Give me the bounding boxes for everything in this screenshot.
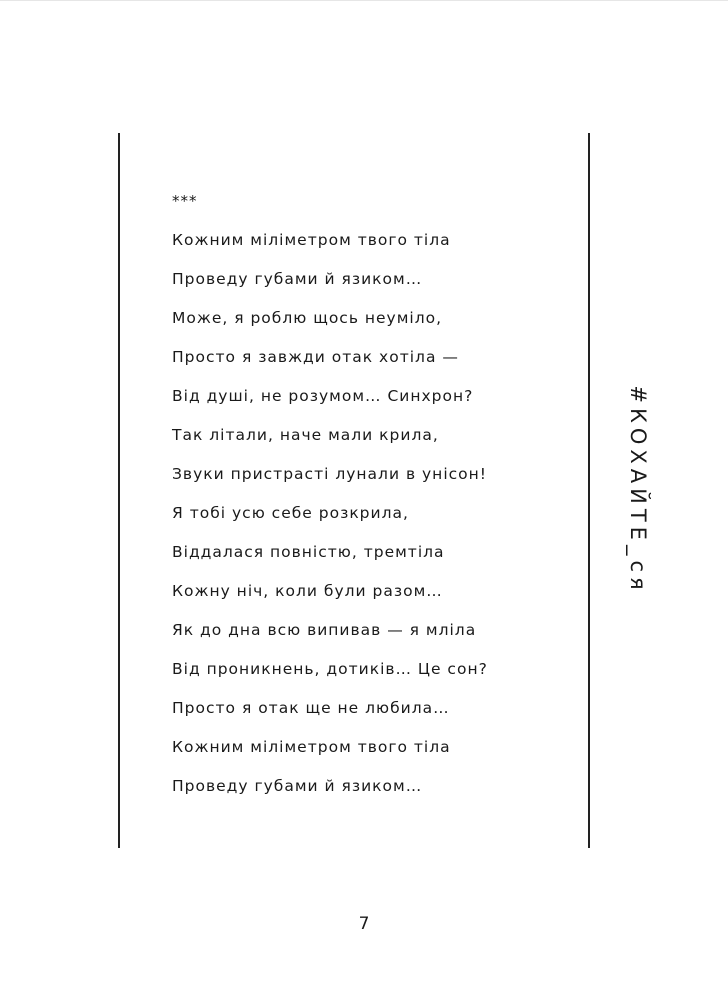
poem-line-14: Кожним міліметром твого тіла [172, 738, 451, 756]
poem-block [172, 189, 572, 813]
poem-line-5: Від душі, не розумом… Синхрон? [172, 387, 474, 405]
side-hashtag: #КОХАЙТЕ_ся [626, 385, 650, 595]
poem-line-6: Так літали, наче мали крила, [172, 426, 439, 444]
poem-separator: *** [172, 192, 198, 210]
page-number: 7 [358, 914, 370, 934]
poem-line-7: Звуки пристрасті лунали в унісон! [172, 465, 487, 483]
left-frame-line [118, 133, 120, 848]
top-edge-rule [0, 0, 728, 1]
right-frame-line [588, 133, 590, 848]
poem-line-1: Кожним міліметром твого тіла [172, 231, 451, 249]
poem-line-3: Може, я роблю щось неуміло, [172, 309, 443, 327]
poem-line-15: Проведу губами й язиком… [172, 777, 423, 795]
poem-line-2: Проведу губами й язиком… [172, 270, 423, 288]
poem-line-13: Просто я отак ще не любила… [172, 699, 450, 717]
poem-line-8: Я тобі усю себе розкрила, [172, 504, 409, 522]
poem-line-10: Кожну ніч, коли були разом… [172, 582, 443, 600]
poem-line-9: Віддалася повністю, тремтіла [172, 543, 445, 561]
poem-line-11: Як до дна всю випивав — я мліла [172, 621, 477, 639]
poem-line-4: Просто я завжди отак хотіла — [172, 348, 459, 366]
poem-line-12: Від проникнень, дотиків… Це сон? [172, 660, 488, 678]
